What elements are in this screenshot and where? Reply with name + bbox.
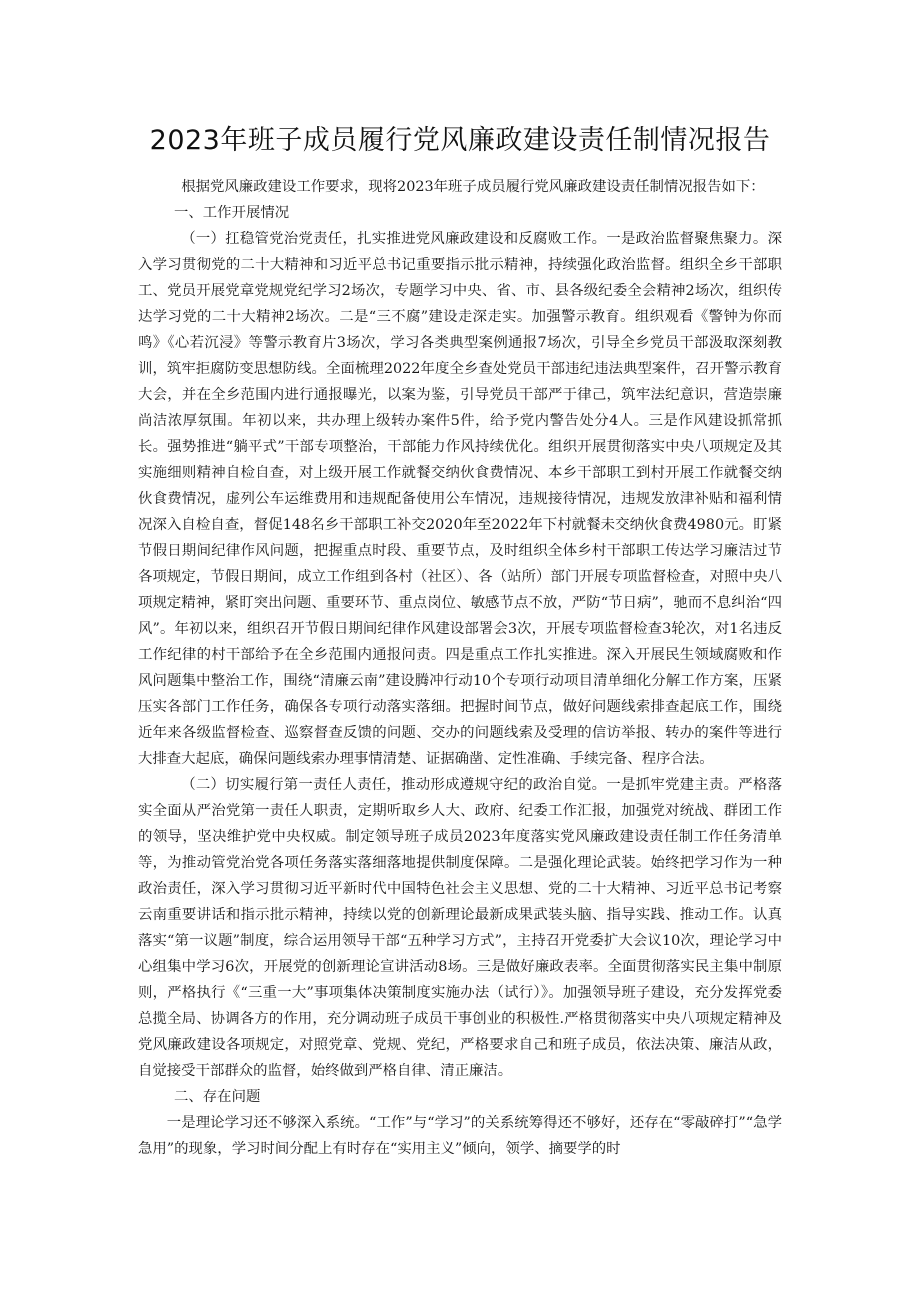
intro-paragraph: 根据党风廉政建设工作要求，现将2023年班子成员履行党风廉政建设责任制情况报告如下： [181,179,765,195]
body-paragraph-2: （二）切实履行第一责任人责任，推动形成遵规守纪的政治自觉。一是抓牢党建主责。严格落实全面从严治党第一责任人职责，定期听取乡人大、政府、纪委工作汇报，加强党对统战、群团工作的领导，坚决维护党中央权威。制定领导班子成员2023年度落实党风廉政建设责任制工作任务清单等，为推动管党治党各项任务落实落细落地提供制度保障。二是强化理论武装。始终把学习作为一种政治责任，深入学习贯彻习近平新时代中国特色社会主义思想、党的二十大精神、习近平总书记考察云南重要讲话和指示批示精神，持续以党的创新理论最新成果武装头脑、指导实践、推动工作。认真落实“第一议题”制度，综合运用领导干部“五种学习方式”，主持召开党委扩大会议10次，理论学习中心组集中学习6次，开展党的创新理论宣讲活动8场。三是做好廉政表率。全面贯彻落实民主集中制原则，严格执行《“三重一大”事项集体决策制度实施办法（试行）》。加强领导班子建设，充分发挥党委总揽全局、协调各方的作用，充分调动班子成员干事创业的积极性.严格贯彻落实中央八项规定精神及党风廉政建设各项规定，对照党章、党规、党纪，严格要求自己和班子成员，依法决策、廉洁从政，自觉接受干部群众的监督，始终做到严格自律、清正廉洁。 [138,777,782,1079]
document-title: 2023年班子成员履行党风廉政建设责任制情况报告 [149,125,771,156]
section-heading-problems: 二、存在问题 [174,1089,261,1105]
body-paragraph-1: （一）扛稳管党治党责任，扎实推进党风廉政建设和反腐败工作。一是政治监督聚焦聚力。深入学习贯彻党的二十大精神和习近平总书记重要指示批示精神，持续强化政治监督。组织全乡干部职工、党员开展党章党规党纪学习2场次，专题学习中央、省、市、县各级纪委全会精神2场次，组织传达学习党的二十大精神2场次。二是“三不腐”建设走深走实。加强警示教育。组织观看《警钟为你而鸣》《心若沉浸》等警示教育片3场次，学习各类典型案例通报7场次，引导全乡党员干部汲取深刻教训，筑牢拒腐防变思想防线。全面梳理2022年度全乡查处党员干部违纪违法典型案件，召开警示教育大会，并在全乡范围内进行通报曝光，以案为鉴，引导党员干部严于律己，筑牢法纪意识，营造崇廉尚洁浓厚氛围。年初以来，共办理上级转办案件5件，给予党内警告处分4人。三是作风建设抓常抓长。强势推进“躺平式”干部专项整治，干部能力作风持续优化。组织开展贯彻落实中央八项规定及其实施细则精神自检自查，对上级开展工作就餐交纳伙食费情况、本乡干部职工到村开展工作就餐交纳伙食费情况，虚列公车运维费用和违规配备使用公车情况，违规接待情况，违规发放津补贴和福利情况深入自检自查，督促148名乡干部职工补交2020年至2022年下村就餐未交纳伙食费4980元。盯紧节假日期间纪律作风问题，把握重点时段、重要节点，及时组织全体乡村干部职工传达学习廉洁过节各项规定，节假日期间，成立工作组到各村（社区）、各（站所）部门开展专项监督检查，对照中央八项规定精神，紧盯突出问题、重要环节、重点岗位、敏感节点不放，严防“节日病”，驰而不息纠治“四风”。年初以来，组织召开节假日期间纪律作风建设部署会3次，开展专项监督检查3轮次，对1名违反工作纪律的村干部给予在全乡范围内通报问责。四是重点工作扎实推进。深入开展民生领域腐败和作风问题集中整治工作，围绕“清廉云南”建设腾冲行动10个专项行动项目清单细化分解工作方案，压紧压实各部门工作任务，确保各专项行动落实落细。把握时间节点，做好问题线索排查起底工作，围绕近年来各级监督检查、巡察督查反馈的问题、交办的问题线索及受理的信访举报、转办的案件等进行大排查大起底，确保问题线索办理事情清楚、证据确凿、定性准确、手续完备、程序合法。 [138,231,782,767]
body-paragraph-3: 一是理论学习还不够深入系统。“工作”与“学习”的关系统筹得还不够好，还存在“零敲碎打”“急学急用”的现象，学习时间分配上有时存在“实用主义”倾向，领学、摘要学的时 [138,1115,782,1157]
document-page [138,118,782,1162]
section-heading-work: 一、工作开展情况 [174,205,290,221]
